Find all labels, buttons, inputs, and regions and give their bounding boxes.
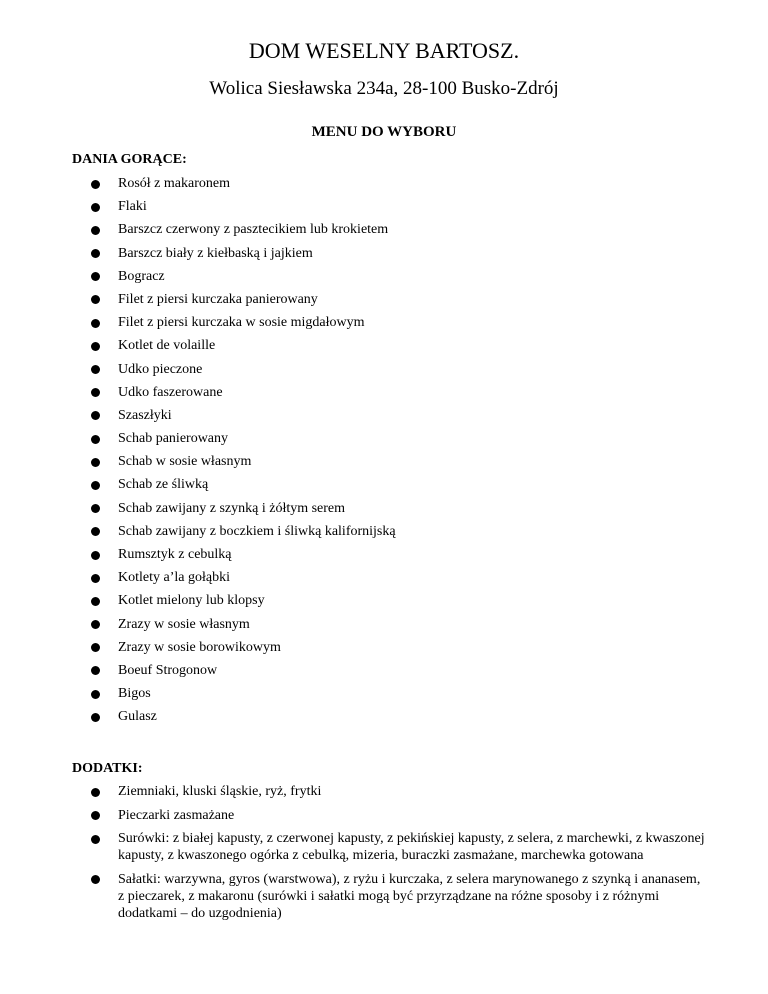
bullet-icon — [91, 551, 100, 560]
list-item-label: Schab zawijany z boczkiem i śliwką kalifornijską — [118, 523, 396, 539]
hot-dishes-list — [0, 175, 768, 732]
bullet-icon — [91, 342, 100, 351]
bullet-icon — [91, 835, 100, 844]
bullet-icon — [91, 203, 100, 212]
list-item — [0, 407, 768, 430]
bullet-icon — [91, 643, 100, 652]
bullet-icon — [91, 666, 100, 675]
bullet-icon — [91, 527, 100, 536]
bullet-icon — [91, 388, 100, 397]
list-item-label: Flaki — [118, 199, 147, 215]
list-item — [0, 476, 768, 499]
list-item-label: Udko pieczone — [118, 361, 203, 377]
bullet-icon — [91, 319, 100, 328]
list-item — [0, 291, 768, 314]
list-item-label: Bigos — [118, 686, 151, 702]
bullet-icon — [91, 713, 100, 722]
list-item — [0, 245, 768, 268]
list-item-label: Sałatki: warzywna, gyros (warstwowa), z ryżu i kurczaka, z selera marynowanego z szynką i ananasem, z pieczarek, z makaronu (surówki i sałatki mogą być przyrządzane na różne sposoby i z różnymi dodatkami – do uzgodnienia) — [118, 871, 701, 921]
list-item — [0, 783, 768, 800]
list-item — [0, 569, 768, 592]
list-item — [0, 639, 768, 662]
section-heading-hot-dishes: DANIA GORĄCE: — [72, 152, 187, 167]
list-item-label: Udko faszerowane — [118, 384, 223, 400]
list-item — [0, 616, 768, 639]
venue-title: DOM WESELNY BARTOSZ. — [248, 38, 520, 63]
list-item — [0, 708, 768, 731]
list-item-label: Schab w sosie własnym — [118, 454, 252, 470]
bullet-icon — [91, 249, 100, 258]
venue-address: Wolica Siesławska 234a, 28-100 Busko-Zdrój — [209, 78, 559, 99]
list-item-label: Kotlet mielony lub klopsy — [118, 593, 265, 609]
list-item — [0, 523, 768, 546]
list-item — [0, 807, 768, 824]
list-item-label: Szaszłyki — [118, 407, 172, 423]
bullet-icon — [91, 435, 100, 444]
list-item — [0, 546, 768, 569]
list-item — [0, 430, 768, 453]
bullet-icon — [91, 411, 100, 420]
bullet-icon — [91, 272, 100, 281]
list-item-label: Zrazy w sosie własnym — [118, 616, 250, 632]
list-item-label: Schab ze śliwką — [118, 477, 209, 493]
list-item-label: Ziemniaki, kluski śląskie, ryż, frytki — [118, 784, 322, 799]
bullet-icon — [91, 788, 100, 797]
bullet-icon — [91, 458, 100, 467]
list-item — [0, 337, 768, 360]
list-item — [0, 175, 768, 198]
list-item-label: Kotlety a’la gołąbki — [118, 570, 230, 586]
bullet-icon — [91, 574, 100, 583]
bullet-icon — [91, 481, 100, 490]
list-item — [0, 662, 768, 685]
bullet-icon — [91, 504, 100, 513]
bullet-icon — [91, 690, 100, 699]
list-item-label: Surówki: z białej kapusty, z czerwonej kapusty, z pekińskiej kapusty, z selera, z marchewki, z kwaszonej kapusty, z kwaszonego ogórka z cebulką, mizeria, buraczki zasmażane, marchewka gotowana — [118, 831, 705, 863]
list-item-label: Bogracz — [118, 268, 165, 284]
list-item-label: Filet z piersi kurczaka panierowany — [118, 291, 318, 307]
bullet-icon — [91, 180, 100, 189]
bullet-icon — [91, 597, 100, 606]
list-item — [0, 871, 768, 922]
bullet-icon — [91, 295, 100, 304]
list-item — [0, 592, 768, 615]
list-item — [0, 685, 768, 708]
list-item — [0, 198, 768, 221]
list-item — [0, 314, 768, 337]
list-item-label: Gulasz — [118, 709, 157, 725]
list-item-label: Schab zawijany z szynką i żółtym serem — [118, 500, 346, 516]
list-item-label: Barszcz czerwony z pasztecikiem lub krokietem — [118, 222, 389, 238]
list-item — [0, 221, 768, 244]
list-item — [0, 830, 768, 864]
list-item — [0, 268, 768, 291]
list-item-label: Barszcz biały z kiełbaską i jajkiem — [118, 245, 313, 261]
list-item — [0, 500, 768, 523]
list-item — [0, 361, 768, 384]
bullet-icon — [91, 226, 100, 235]
list-item-label: Filet z piersi kurczaka w sosie migdałowym — [118, 315, 365, 331]
list-item — [0, 384, 768, 407]
menu-heading: MENU DO WYBORU — [311, 124, 457, 140]
side-dishes-list — [0, 783, 768, 928]
section-heading-side-dishes: DODATKI: — [72, 761, 143, 776]
list-item-label: Kotlet de volaille — [118, 338, 216, 354]
list-item-label: Rosół z makaronem — [118, 176, 230, 191]
bullet-icon — [91, 875, 100, 884]
list-item-label: Rumsztyk z cebulką — [118, 547, 232, 562]
bullet-icon — [91, 620, 100, 629]
list-item-label: Schab panierowany — [118, 431, 229, 447]
list-item-label: Boeuf Strogonow — [118, 662, 218, 678]
bullet-icon — [91, 811, 100, 820]
list-item-label: Pieczarki zasmażane — [118, 807, 235, 823]
bullet-icon — [91, 365, 100, 374]
list-item — [0, 453, 768, 476]
list-item-label: Zrazy w sosie borowikowym — [118, 639, 281, 655]
